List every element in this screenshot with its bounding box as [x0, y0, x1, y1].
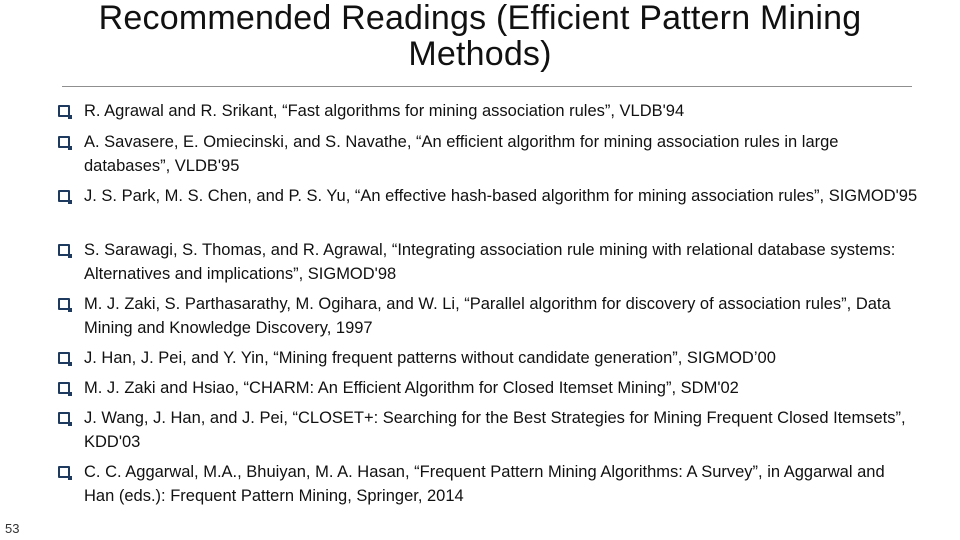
page-number: 53	[5, 521, 20, 536]
reference-text: S. Sarawagi, S. Thomas, and R. Agrawal, “Integrating association rule mining with relational database systems: Alternatives and implications”, SIGMOD'98	[84, 241, 896, 283]
hollow-square-bullet-icon	[58, 244, 70, 256]
hollow-square-bullet-icon	[58, 466, 70, 478]
reference-text: J. Han, J. Pei, and Y. Yin, “Mining frequent patterns without candidate generation”, SIGMOD’00	[84, 349, 776, 367]
reference-text: A. Savasere, E. Omiecinski, and S. Navathe, “An efficient algorithm for mining association rules in large databases”, VLDB'95	[84, 133, 839, 175]
hollow-square-bullet-icon	[58, 190, 70, 202]
reference-text: M. J. Zaki, S. Parthasarathy, M. Ogihara, and W. Li, “Parallel algorithm for discovery of association rules”, Data Mining and Knowledge Discovery, 1997	[84, 295, 891, 337]
reference-text: J. S. Park, M. S. Chen, and P. S. Yu, “An effective hash-based algorithm for mining association rules”, SIGMOD'95	[84, 187, 918, 205]
reference-text: R. Agrawal and R. Srikant, “Fast algorithms for mining association rules”, VLDB'94	[84, 102, 685, 120]
hollow-square-bullet-icon	[58, 298, 70, 310]
hollow-square-bullet-icon	[58, 352, 70, 364]
hollow-square-bullet-icon	[58, 136, 70, 148]
reference-text: J. Wang, J. Han, and J. Pei, “CLOSET+: Searching for the Best Strategies for Mining Frequent Closed Itemsets”, KDD'03	[84, 409, 906, 451]
hollow-square-bullet-icon	[58, 412, 70, 424]
reference-text: C. C. Aggarwal, M.A., Bhuiyan, M. A. Hasan, “Frequent Pattern Mining Algorithms: A Survey”, in Aggarwal and Han (eds.): Frequent Pattern Mining, Springer, 2014	[84, 463, 885, 505]
hollow-square-bullet-icon	[58, 105, 70, 117]
hollow-square-bullet-icon	[58, 382, 70, 394]
slide-title: Recommended Readings (Efficient Pattern Mining Methods)	[98, 0, 862, 73]
reference-text: M. J. Zaki and Hsiao, “CHARM: An Efficient Algorithm for Closed Itemset Mining”, SDM'02	[84, 379, 739, 397]
